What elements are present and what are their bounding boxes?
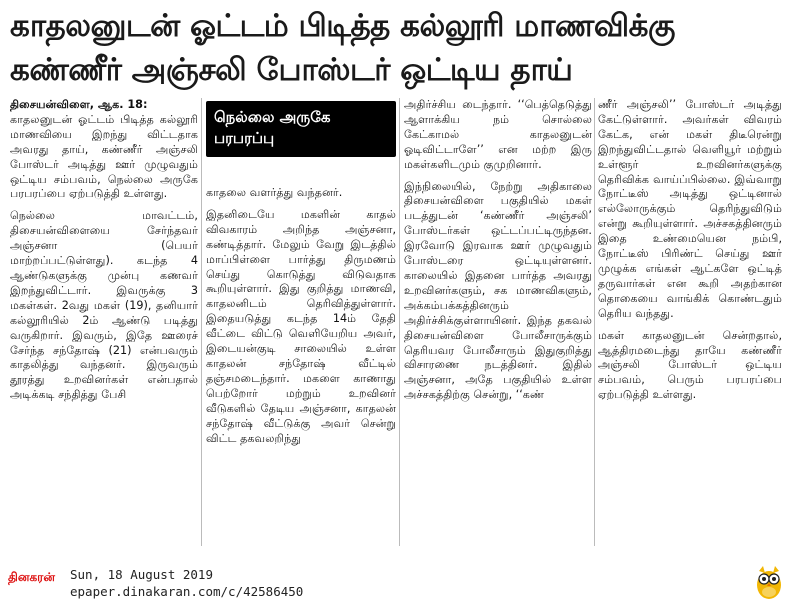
headline-line-2: கண்ணீர் அஞ்சலி போஸ்டர் ஒட்டிய தாய் bbox=[10, 52, 573, 88]
dateline: திசையன்விளை, ஆக. 18: bbox=[10, 98, 148, 111]
paragraph: காதலனுடன் ஓட்டம் பிடித்த கல்லூரி மாணவியை இறந்து விட்டதாக அவரது தாய், கண்ணீர் அஞ்சலி போஸ்டர் அடித்து ஊர் முழுவதும் ஒட்டிய சம்பவம், நெல்லை அருகே பரபரப்பை ஏற்படுத்தி உள்ளது. bbox=[10, 112, 198, 201]
footer bbox=[0, 556, 789, 605]
subhead-box bbox=[206, 101, 396, 157]
article-column-3 bbox=[404, 98, 592, 546]
paragraph: மகள் காதலனுடன் சென்றதால், ஆத்திரமடைந்து தாயே கண்ணீர் அஞ்சலி போஸ்டர் ஒட்டிய சம்பவம், பெரும் பரபரப்பை ஏற்படுத்தி உள்ளது. bbox=[598, 328, 782, 402]
paragraph: இதனிடையே மகளின் காதல் விவகாரம் அறிந்த அஞ்சனா, கண்டித்தார். மேலும் வேறு இடத்தில் மாப்பிள்ளை பார்த்து திருமணம் செய்து கொடுத்து விடுவதாக கூறியுள்ளார். இது குறித்து மாணவி, காதலனிடம் தெரிவித்துள்ளார். இதையடுத்து கடந்த 14ம் தேதி வீட்டை விட்டு வெளியேறிய அவர், இடையன்குடி சாலையில் உள்ள காதலன் சந்தோஷ் வீட்டில் தஞ்சமடைந்தார். மகளை காணாது பெற்றோர் மற்றும் உறவினர் வீடுகளில் தேடிய அஞ்சனா, காதலன் சந்தோஷ் வீட்டுக்கு அவர் சென்று விட்ட தகவலறிந்து bbox=[206, 207, 396, 445]
headline bbox=[10, 4, 780, 92]
paragraph: அதிர்ச்சிய டைந்தார். ‘‘பெத்தெடுத்து ஆளாக்கிய நம் சொல்லை கேட்காமல் காதலனுடன் ஓடிவிட்டாளே’’ என மற்ற இரு மகள்களிடமும் குமுறினார். bbox=[404, 98, 592, 171]
paragraph: காதலை வளர்த்து வந்தனர். bbox=[206, 186, 343, 199]
article-column-2 bbox=[206, 186, 396, 546]
paragraph: ணீர் அஞ்சலி’’ போஸ்டர் அடித்து கேட்டுள்ளார். அவர்கள் விவரம் கேட்க, என் மகள் திடீரென்று இறந்துவிட்டதால் வெளியூர் மற்றும் உள்ளூர் உறவினர்களுக்கு தெரிவிக்க வாய்ப்பில்லை. இவ்வாறு நோட்டீஸ் அடித்து ஒட்டினால் எல்லோருக்கும் தெரிந்துவிடும் என்று கூறியுள்ளார். அச்சகத்தினரும் இதை உண்மையென நம்பி, நோட்டீஸ் பிரிண்ட் செய்து ஊர் முழுக்க எங்கள் ஆட்களே ஒட்டித் தருவார்கள் என கூறி அதற்கான தொகையை வாங்கிக் கொண்டதும் தெரிய வந்தது. bbox=[598, 98, 782, 320]
article-column-4 bbox=[598, 98, 782, 546]
epaper-url[interactable]: epaper.dinakaran.com/c/42586450 bbox=[70, 584, 304, 599]
edition-date: Sun, 18 August 2019 bbox=[70, 567, 213, 582]
owl-icon bbox=[754, 564, 784, 600]
column-divider bbox=[399, 98, 400, 546]
column-divider bbox=[594, 98, 595, 546]
headline-line-1: காதலனுடன் ஓட்டம் பிடித்த கல்லூரி மாணவிக்கு bbox=[10, 8, 675, 44]
footer-meta bbox=[70, 566, 303, 600]
column-divider bbox=[201, 98, 202, 546]
dinakaran-logo: தினகரன் bbox=[8, 570, 55, 584]
subhead-line-1: நெல்லை அருகே bbox=[214, 108, 331, 126]
subhead-line-2: பரபரப்பு bbox=[214, 129, 275, 147]
article-column-1 bbox=[10, 98, 198, 546]
paragraph: நெல்லை மாவட்டம், திசையன்விளையை சேர்ந்தவர் அஞ்சனா (பெயர் மாற்றப்பட்டுள்ளது). கடந்த 4 ஆண்டுகளுக்கு முன்பு கணவர் இறந்துவிட்டார். இவருக்கு 3 மகள்கள். 2வது மகள் (19), தனியார் கல்லூரியில் 2ம் ஆண்டு படித்து வருகிறார். இவரும், இதே ஊரைச் சேர்ந்த சந்தோஷ் (21) என்பவரும் காதலித்து வந்தனர். இருவரும் தூரத்து உறவினர்கள் என்பதால் அடிக்கடி சந்தித்து பேசி bbox=[10, 209, 198, 402]
paragraph: இந்நிலையில், நேற்று அதிகாலை திசையன்விளை பகுதியில் மகள் படத்துடன் ‘கண்ணீர் அஞ்சலி’ போஸ்டர்கள் ஒட்டப்பட்டிருந்தன. இரவோடு இரவாக ஊர் முழுவதும் போஸ்டரை ஒட்டியுள்ளனர். காலையில் இதனை பார்த்த அவரது உறவினர்களும், சக மாணவிகளும், அக்கம்பக்கத்தினரும் அதிர்ச்சிக்குள்ளாயினர். இந்த தகவல் திசையன்விளை போலீசாருக்கும் தெரியவர போலீசாரும் இதுகுறித்து விசாரணை நடத்தினர். இதில் அஞ்சனா, அதே பகுதியில் உள்ள அச்சகத்திற்கு சென்று, ‘‘கண் bbox=[404, 179, 592, 402]
